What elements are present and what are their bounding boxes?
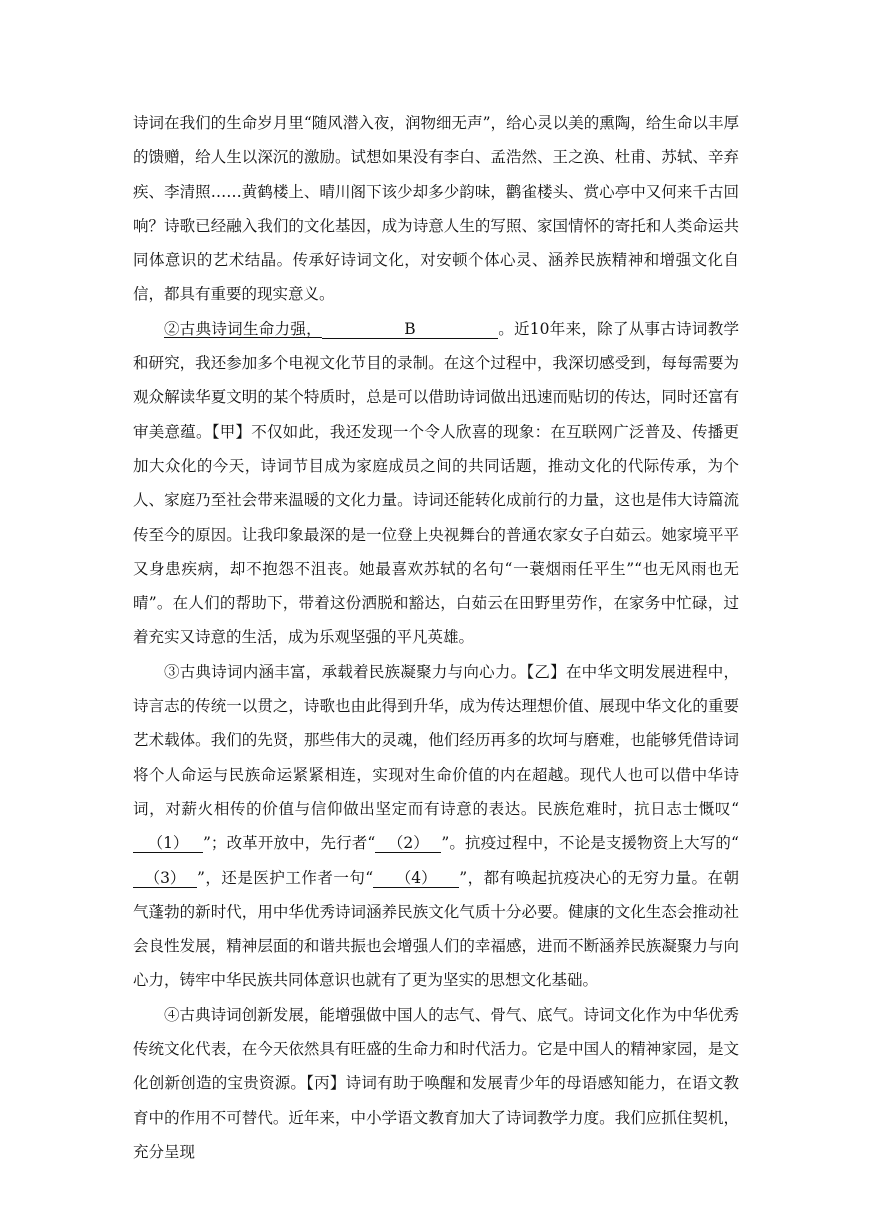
paragraph-4 [133, 998, 739, 1169]
blank-3: （3） [133, 869, 197, 888]
blank-2: （2） [375, 834, 441, 853]
blank-b: B [322, 320, 498, 339]
paragraph-3-part-3: ”。抗疫过程中，不论是支援物资上大写的“ [441, 834, 739, 853]
paragraph-3 [133, 655, 739, 998]
paragraph-3-part-1: ③古典诗词内涵丰富，承载着民族凝聚力与向心力。【乙】在中华文明发展进程中，诗言志的传统一以贯之，诗歌也由此得到升华，成为传达理想价值、展现中华文化的重要艺术载体。我们的先贤，那些伟大的灵魂，他们经历再多的坎坷与磨难，也能够凭借诗词将个人命运与民族命运紧紧相连，实现对生命价值的内在超越。现代人也可以借中华诗词，对薪火相传的价值与信仰做出坚定而有诗意的表达。民族危难时，抗日志士慨叹“ [133, 662, 739, 818]
paragraph-1 [133, 106, 739, 312]
blank-1: （1） [133, 834, 203, 853]
paragraph-2 [133, 312, 739, 655]
article-body [133, 106, 739, 1169]
paragraph-2-lead: ②古典诗词生命力强， [164, 319, 322, 338]
paragraph-1-text: 诗词在我们的生命岁月里“随风潜入夜，润物细无声”，给心灵以美的熏陶，给生命以丰厚的馈赠，给人生以深沉的激励。试想如果没有李白、孟浩然、王之涣、杜甫、苏轼、辛弃疾、李清照……黄鹤楼上、晴川阁下该少却多少韵味，鹳雀楼头、赏心亭中又何来千古回响？诗歌已经融入我们的文化基因，成为诗意人生的写照、家国情怀的寄托和人类命运共同体意识的艺术结晶。传承好诗词文化，对安顿个体心灵、涵养民族精神和增强文化自信，都具有重要的现实意义。 [133, 114, 739, 304]
paragraph-2-body: 。近10年来，除了从事古诗词教学和研究，我还参加多个电视文化节目的录制。在这个过程中，我深切感受到，每每需要为观众解读华夏文明的某个特质时，总是可以借助诗词做出迅速而贴切的传达，同时还富有审美意蕴。【甲】不仅如此，我还发现一个令人欣喜的现象：在互联网广泛普及、传播更加大众化的今天，诗词节目成为家庭成员之间的共同话题，推动文化的代际传承，为个人、家庭乃至社会带来温暖的文化力量。诗词还能转化成前行的力量，这也是伟大诗篇流传至今的原因。让我印象最深的是一位登上央视舞台的普通农家女子白茹云。她家境平平又身患疾病，却不抱怨不沮丧。她最喜欢苏轼的名句“一蓑烟雨任平生”“也无风雨也无晴”。在人们的帮助下，带着这份洒脱和豁达，白茹云在田野里劳作，在家务中忙碌，过着充实又诗意的生活，成为乐观坚强的平凡英雄。 [133, 319, 739, 647]
paragraph-3-part-4: ”，还是医护工作者一句“ [197, 868, 374, 887]
paragraph-3-part-5: ”，都有唤起抗疫决心的无穷力量。在朝气蓬勃的新时代，用中华优秀诗词涵养民族文化气质十分必要。健康的文化生态会推动社会良性发展，精神层面的和谐共振也会增强人们的幸福感，进而不断涵养民族凝聚力与向心力，铸牢中华民族共同体意识也就有了更为坚实的思想文化基础。 [133, 868, 739, 990]
blank-4: （4） [373, 869, 459, 888]
paragraph-4-text: ④古典诗词创新发展，能增强做中国人的志气、骨气、底气。诗词文化作为中华优秀传统文化代表，在今天依然具有旺盛的生命力和时代活力。它是中国人的精神家园，是文化创新创造的宝贵资源。【丙】诗词有助于唤醒和发展青少年的母语感知能力，在语文教育中的作用不可替代。近年来，中小学语文教育加大了诗词教学力度。我们应抓住契机，充分呈现 [133, 1005, 739, 1161]
paragraph-3-part-2: ”；改革开放中，先行者“ [203, 834, 376, 853]
